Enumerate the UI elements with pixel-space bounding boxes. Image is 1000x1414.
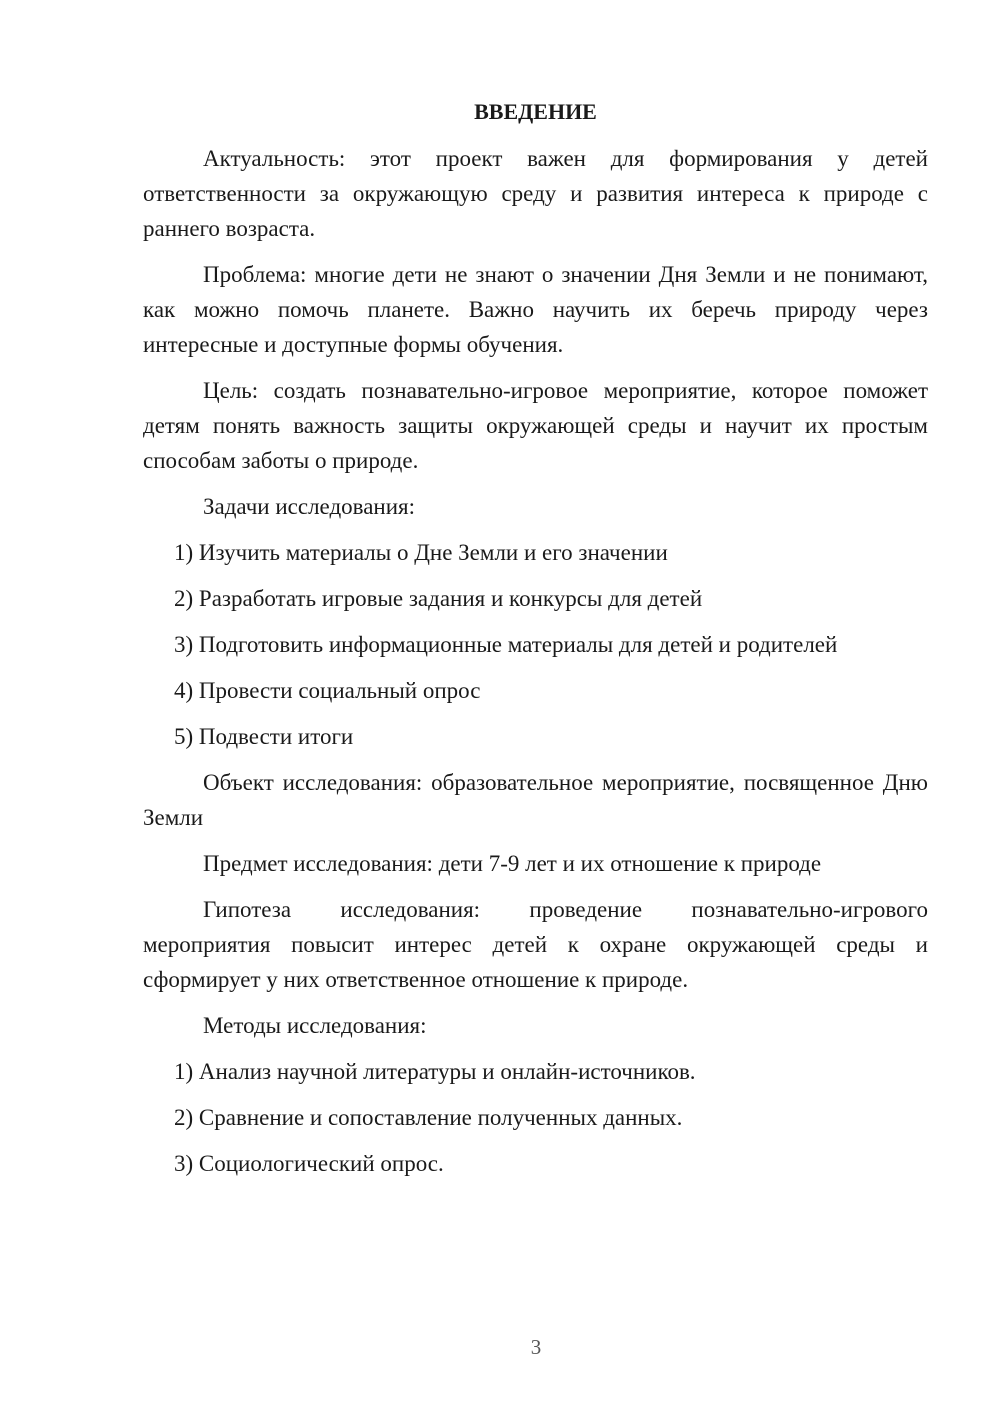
paragraph-relevance: Актуальность: этот проект важен для формирования у детей ответственности за окружающую среду и развития интереса к природе с раннего возраста. xyxy=(143,146,928,241)
paragraph-object: Объект исследования: образовательное мероприятие, посвященное Дню Земли xyxy=(143,770,928,830)
list-item: 1) Изучить материалы о Дне Земли и его значении xyxy=(174,540,668,565)
list-item: 2) Сравнение и сопоставление полученных данных. xyxy=(174,1105,683,1130)
paragraph-goal: Цель: создать познавательно-игровое мероприятие, которое поможет детям понять важность защиты окружающей среды и научит их простым способам заботы о природе. xyxy=(143,378,928,473)
tasks-list xyxy=(143,535,928,754)
section-title: ВВЕДЕНИЕ xyxy=(474,99,597,124)
paragraph-subject: Предмет исследования: дети 7-9 лет и их отношение к природе xyxy=(203,851,822,876)
page-number: 3 xyxy=(530,1335,542,1359)
list-item: 3) Подготовить информационные материалы для детей и родителей xyxy=(174,632,838,657)
methods-heading: Методы исследования: xyxy=(203,1013,427,1038)
tasks-heading: Задачи исследования: xyxy=(203,494,416,519)
list-item: 3) Социологический опрос. xyxy=(174,1151,444,1176)
methods-list xyxy=(143,1054,928,1181)
paragraph-problem: Проблема: многие дети не знают о значении Дня Земли и не понимают, как можно помочь планете. Важно научить их беречь природу через интересные и доступные формы обучения. xyxy=(143,262,928,357)
paragraph-hypothesis: Гипотеза исследования: проведение познавательно-игрового мероприятия повысит интерес детей к охране окружающей среды и сформирует у них ответственное отношение к природе. xyxy=(143,897,928,992)
page-content xyxy=(143,94,928,1192)
list-item: 5) Подвести итоги xyxy=(174,724,354,749)
list-item: 2) Разработать игровые задания и конкурсы для детей xyxy=(174,586,703,611)
list-item: 4) Провести социальный опрос xyxy=(174,678,481,703)
list-item: 1) Анализ научной литературы и онлайн-источников. xyxy=(174,1059,696,1084)
